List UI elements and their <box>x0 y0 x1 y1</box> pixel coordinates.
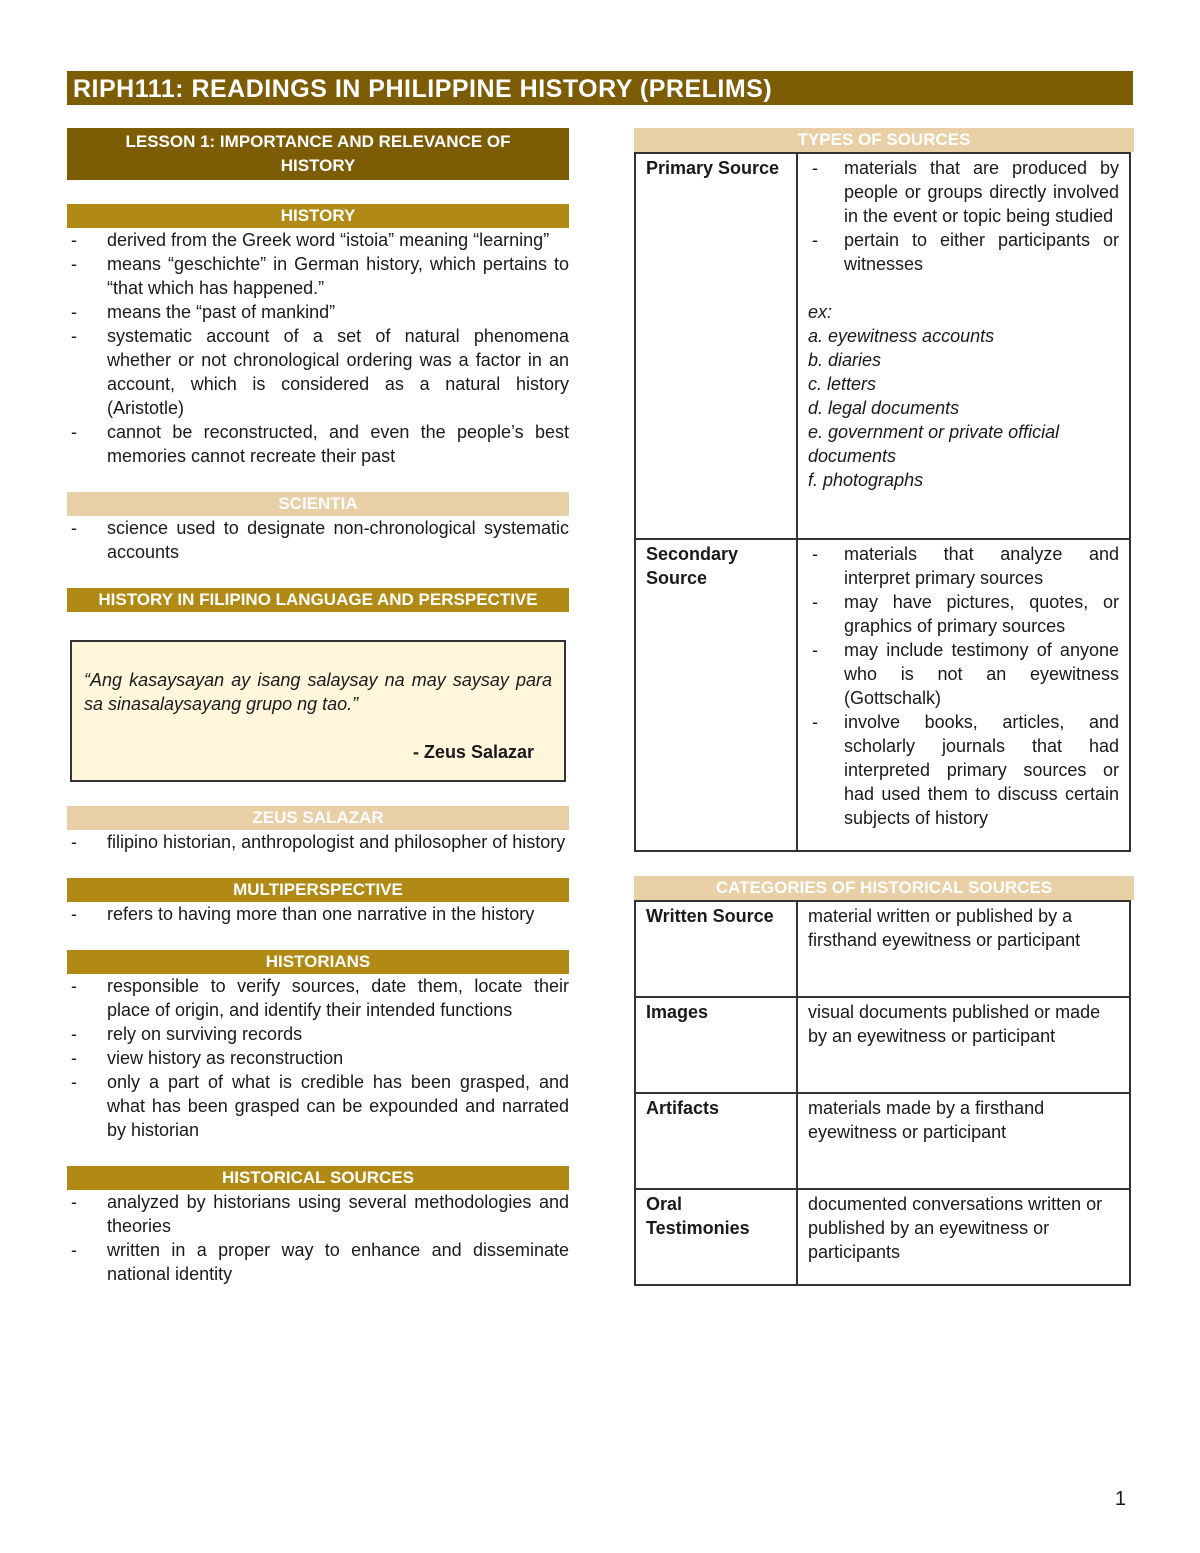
list-item: - involve books, articles, and scholarly journals that had interpreted primary sources or had used them to discuss certain subjects of history <box>808 710 1119 830</box>
secondary-source-label: Secondary Source <box>635 539 797 851</box>
quote-author: - Zeus Salazar <box>412 742 534 762</box>
category-text: visual documents published or made by an eyewitness or participant <box>797 997 1130 1093</box>
example-item: c. letters <box>808 374 877 394</box>
primary-source-label: Primary Source <box>635 153 797 539</box>
scientia-list <box>67 516 569 564</box>
example-item: b. diaries <box>808 350 882 370</box>
zeus-salazar-heading: ZEUS SALAZAR <box>67 806 569 830</box>
historical-sources-list <box>67 1190 569 1286</box>
page-number: 1 <box>1114 1488 1126 1510</box>
historians-heading: HISTORIANS <box>67 950 569 974</box>
history-list <box>67 228 569 468</box>
list-item: - view history as reconstruction <box>67 1046 569 1070</box>
list-item: - may have pictures, quotes, or graphics of primary sources <box>808 590 1119 638</box>
category-label: Artifacts <box>635 1093 797 1189</box>
table-row <box>635 153 1130 539</box>
list-item: - analyzed by historians using several methodologies and theories <box>67 1190 569 1238</box>
filipino-perspective-heading: HISTORY IN FILIPINO LANGUAGE AND PERSPECTIVE <box>67 588 569 612</box>
category-text: documented conversations written or published by an eyewitness or participants <box>797 1189 1130 1285</box>
scientia-heading: SCIENTIA <box>67 492 569 516</box>
list-item: - written in a proper way to enhance and disseminate national identity <box>67 1238 569 1286</box>
list-item: - may include testimony of anyone who is not an eyewitness (Gottschalk) <box>808 638 1119 710</box>
list-item: - materials that are produced by people or groups directly involved in the event or topic being studied <box>808 156 1119 228</box>
list-item: - means “geschichte” in German history, which pertains to “that which has happened.” <box>67 252 569 300</box>
list-item: - responsible to verify sources, date them, locate their place of origin, and identify their intended functions <box>67 974 569 1022</box>
historical-sources-heading: HISTORICAL SOURCES <box>67 1166 569 1190</box>
types-of-sources-heading: TYPES OF SOURCES <box>634 128 1134 152</box>
list-item: - cannot be reconstructed, and even the people’s best memories cannot recreate their past <box>67 420 569 468</box>
list-item: - only a part of what is credible has been grasped, and what has been grasped can be expounded and narrated by historian <box>67 1070 569 1142</box>
category-label: Written Source <box>635 901 797 997</box>
right-column <box>634 128 1134 1286</box>
quote-text: “Ang kasaysayan ay isang salaysay na may saysay para sa sinasalaysayang grupo ng tao.” <box>84 670 552 714</box>
example-label: ex: <box>808 302 833 322</box>
table-row <box>635 1189 1130 1285</box>
list-item: - filipino historian, anthropologist and philosopher of history <box>67 830 569 854</box>
list-item: - derived from the Greek word “istoia” meaning “learning” <box>67 228 569 252</box>
list-item: - refers to having more than one narrative in the history <box>67 902 569 926</box>
category-label: Oral Testimonies <box>635 1189 797 1285</box>
list-item: - systematic account of a set of natural phenomena whether or not chronological ordering was a factor in an account, which is considered as a natural history (Aristotle) <box>67 324 569 420</box>
table-row <box>635 539 1130 851</box>
example-item: f. photographs <box>808 470 924 490</box>
example-item: e. government or private official documents <box>808 422 1060 466</box>
categories-table <box>634 900 1131 1286</box>
table-row <box>635 997 1130 1093</box>
categories-heading: CATEGORIES OF HISTORICAL SOURCES <box>634 876 1134 900</box>
historians-list <box>67 974 569 1142</box>
category-text: material written or published by a firsthand eyewitness or participant <box>797 901 1130 997</box>
quote-box <box>70 640 566 782</box>
left-column <box>67 128 569 1286</box>
category-text: materials made by a firsthand eyewitness or participant <box>797 1093 1130 1189</box>
multiperspective-heading: MULTIPERSPECTIVE <box>67 878 569 902</box>
category-label: Images <box>635 997 797 1093</box>
lesson-heading: LESSON 1: IMPORTANCE AND RELEVANCE OF HISTORY <box>67 128 569 180</box>
list-item: - materials that analyze and interpret primary sources <box>808 542 1119 590</box>
table-row <box>635 1093 1130 1189</box>
table-row <box>635 901 1130 997</box>
history-heading: HISTORY <box>67 204 569 228</box>
example-item: a. eyewitness accounts <box>808 326 995 346</box>
list-item: - means the “past of mankind” <box>67 300 569 324</box>
example-item: d. legal documents <box>808 398 960 418</box>
types-of-sources-table <box>634 152 1131 852</box>
list-item: - pertain to either participants or witnesses <box>808 228 1119 276</box>
zeus-list <box>67 830 569 854</box>
list-item: - science used to designate non-chronological systematic accounts <box>67 516 569 564</box>
list-item: - rely on surviving records <box>67 1022 569 1046</box>
document-title: RIPH111: READINGS IN PHILIPPINE HISTORY (PRELIMS) <box>67 71 1133 105</box>
multiperspective-list <box>67 902 569 926</box>
